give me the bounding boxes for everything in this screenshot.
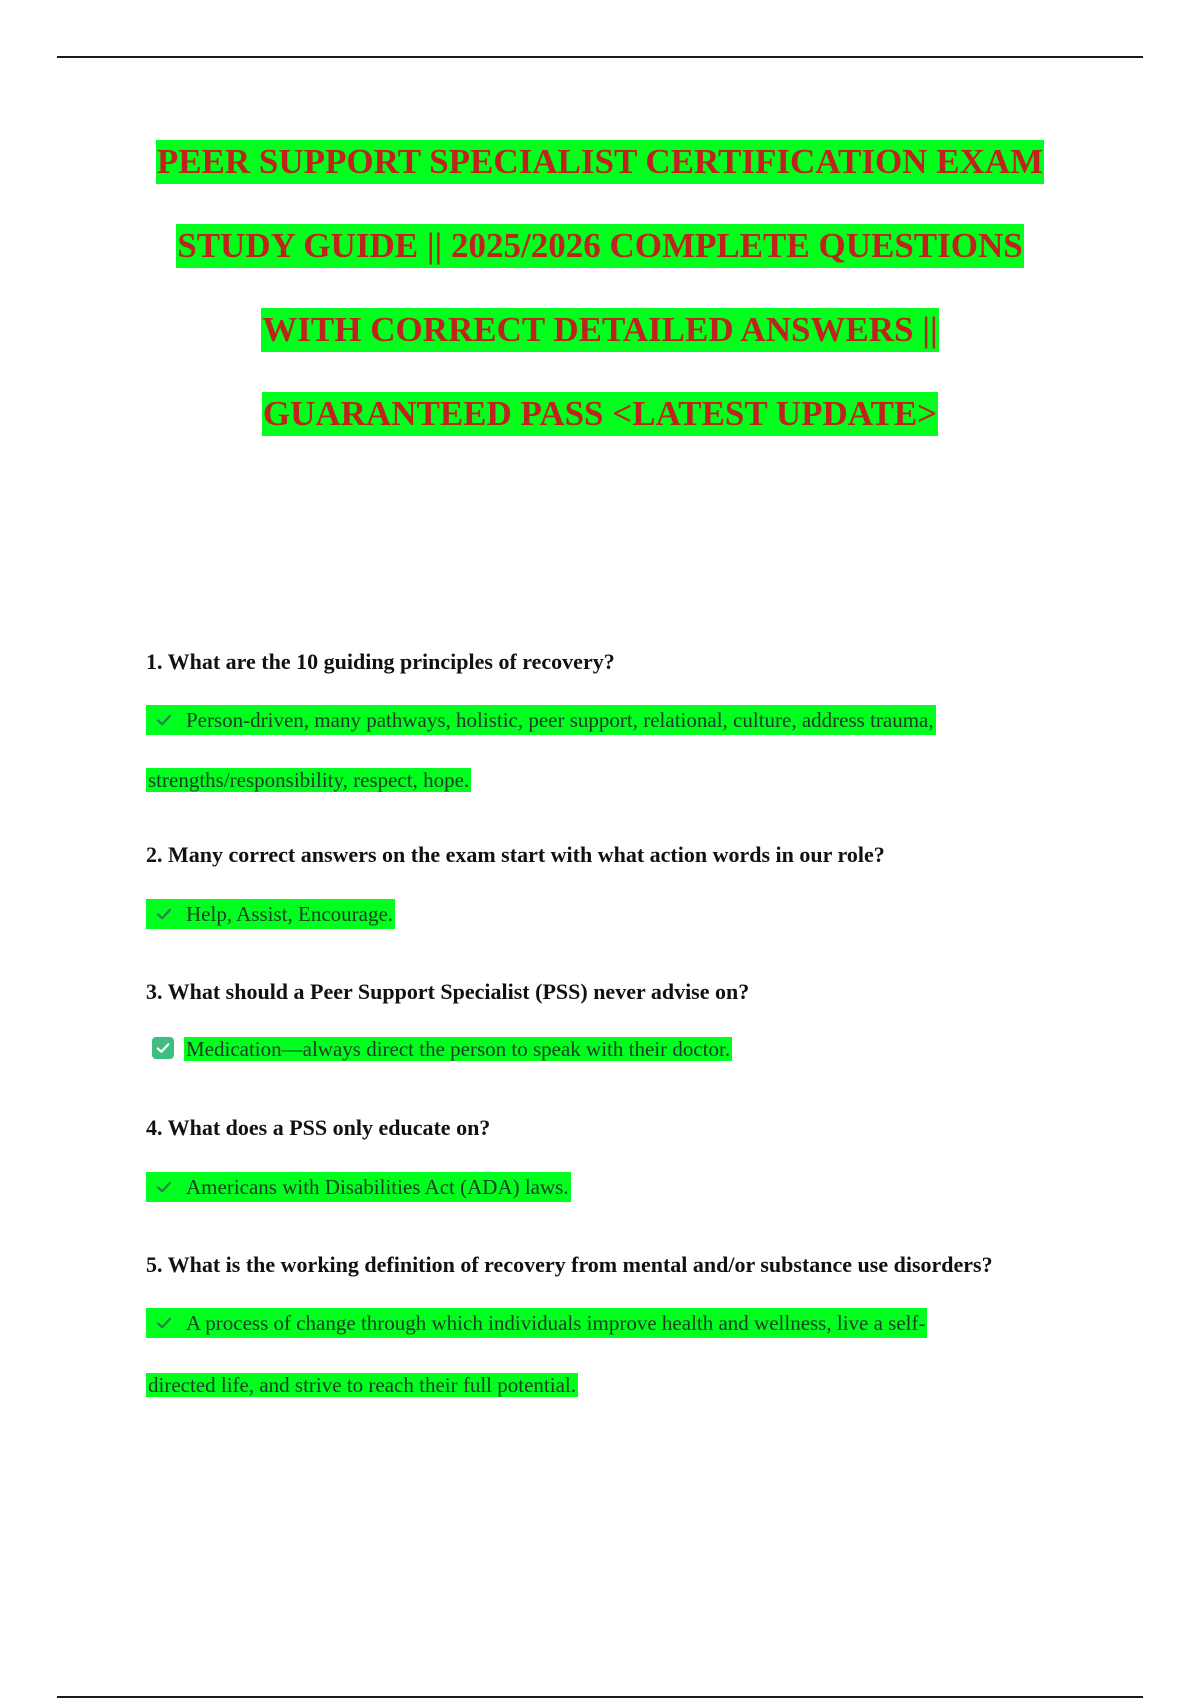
check-mark-icon: [154, 710, 174, 730]
answer-4-line-1: [146, 1172, 571, 1204]
answer-1-text-1: Person-driven, many pathways, holistic, peer support, relational, culture, address trauma,: [186, 708, 934, 732]
answer-1-text-2: strengths/responsibility, respect, hope.: [148, 768, 470, 792]
title-line: [0, 224, 1200, 308]
title-line-4: GUARANTEED PASS <LATEST UPDATE>: [262, 392, 938, 436]
title-line: [0, 308, 1200, 392]
question-5: 5. What is the working definition of recovery from mental and/or substance use disorders?: [146, 1252, 993, 1277]
checkbox-checked-icon: [152, 1037, 174, 1059]
answer-3-line-1: [146, 1034, 732, 1064]
answer-1-line-1: [146, 705, 936, 737]
title-line: [0, 140, 1200, 224]
title-line-3: WITH CORRECT DETAILED ANSWERS ||: [261, 308, 938, 352]
answer-5-line-1: [146, 1308, 927, 1340]
answer-3-text-1: Medication—always direct the person to speak with their doctor.: [186, 1037, 731, 1061]
bottom-rule: [57, 1696, 1143, 1698]
answer-2-line-1: [146, 899, 395, 931]
answer-5-text-1: A process of change through which individuals improve health and wellness, live a self-: [186, 1311, 926, 1335]
check-mark-icon: [154, 904, 174, 924]
question-3: 3. What should a Peer Support Specialist (PSS) never advise on?: [146, 979, 750, 1004]
question-2: 2. Many correct answers on the exam start with what action words in our role?: [146, 842, 885, 867]
title-line-2: STUDY GUIDE || 2025/2026 COMPLETE QUESTIONS: [176, 224, 1024, 268]
question-1: 1. What are the 10 guiding principles of recovery?: [146, 649, 615, 674]
answer-4-text-1: Americans with Disabilities Act (ADA) laws.: [186, 1175, 569, 1199]
top-rule: [57, 56, 1143, 58]
question-4: 4. What does a PSS only educate on?: [146, 1115, 491, 1140]
answer-5-line-2: [146, 1370, 578, 1400]
title-line: [0, 392, 1200, 476]
answer-1-line-2: [146, 765, 471, 795]
title-line-1: PEER SUPPORT SPECIALIST CERTIFICATION EXAM: [156, 140, 1044, 184]
answer-2-text-1: Help, Assist, Encourage.: [186, 902, 394, 926]
check-mark-icon: [154, 1313, 174, 1333]
answer-5-text-2: directed life, and strive to reach their full potential.: [148, 1373, 576, 1397]
check-mark-icon: [154, 1177, 174, 1197]
document-title: [0, 140, 1200, 476]
